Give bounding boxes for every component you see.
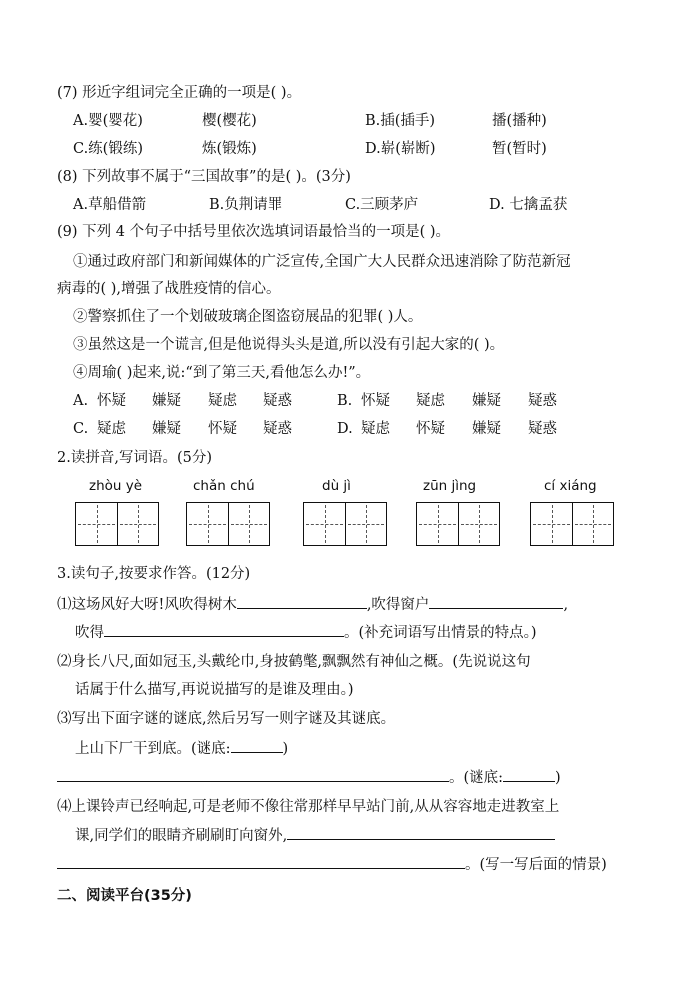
- writing-grid-4[interactable]: [416, 502, 500, 546]
- writing-grid-1[interactable]: [75, 502, 159, 546]
- q7-option-a2: 樱(樱花): [202, 113, 257, 129]
- s3-item-3b-pre: 上山下厂干到底。(谜底:: [75, 741, 231, 757]
- s3-item-1a-end: ,: [563, 597, 569, 613]
- q9-stem: (9) 下列 4 个句子中括号里依次选填词语最恰当的一项是( )。: [57, 224, 451, 240]
- s3-item-3c-close: ): [555, 770, 561, 786]
- q8-option-a: A.草船借箭: [73, 197, 147, 213]
- s3-item-1a-pre: ⑴这场风好大呀!风吹得树木: [57, 597, 237, 613]
- s3-item-4a: ⑷上课铃声已经响起,可是老师不像往常那样早早站门前,从从容容地走进教室上: [57, 799, 560, 815]
- q9-opt-c-word2: 嫌疑: [152, 421, 181, 437]
- answer-blank[interactable]: [287, 825, 555, 840]
- grid-cell[interactable]: [304, 503, 345, 545]
- s3-item-1a: [57, 594, 568, 615]
- pinyin-1: zhòu yè: [89, 478, 143, 494]
- pinyin-3: dù jì: [322, 478, 351, 494]
- q9-opt-d-word1: 疑虑: [361, 421, 390, 437]
- s3-item-1b-end: 。(补充词语写出情景的特点。): [344, 625, 537, 641]
- grid-cell[interactable]: [76, 503, 117, 545]
- q9-sentence-3: ③虽然这是一个谎言,但是他说得头头是道,所以没有引起大家的( )。: [73, 337, 505, 353]
- q9-opt-b-word4: 疑惑: [528, 393, 557, 409]
- grid-cell[interactable]: [117, 503, 158, 545]
- q9-opt-d-word4: 疑惑: [528, 421, 557, 437]
- writing-grid-3[interactable]: [303, 502, 387, 546]
- q9-opt-b-label: B.: [337, 393, 353, 409]
- s3-item-3b-end: ): [282, 741, 289, 757]
- q8-option-c: C.三顾茅庐: [345, 197, 419, 213]
- q9-sentence-4: ④周瑜( )起来,说:“到了第三天,看他怎么办!”。: [73, 365, 371, 381]
- q9-opt-c-label: C.: [73, 421, 89, 437]
- s3-item-2a: ⑵身长八尺,面如冠玉,头戴纶巾,身披鹤氅,飘飘然有神仙之概。(先说说这句: [57, 654, 531, 670]
- q8-option-d: D. 七擒孟获: [489, 197, 568, 213]
- q9-opt-a-word3: 疑虑: [208, 393, 237, 409]
- s3-item-2b: 话属于什么描写,再说说描写的是谁及理由。): [75, 682, 354, 698]
- answer-blank[interactable]: [57, 854, 465, 869]
- grid-cell[interactable]: [458, 503, 499, 545]
- s3-item-1b-pre: 吹得: [75, 625, 104, 641]
- q7-option-b: B.插(插手): [365, 113, 436, 129]
- grid-cell[interactable]: [531, 503, 572, 545]
- answer-blank[interactable]: [57, 767, 449, 782]
- answer-blank[interactable]: [503, 767, 555, 782]
- q8-stem: (8) 下列故事不属于“三国故事”的是( )。(3分): [57, 169, 351, 185]
- s3-item-4b: [75, 825, 555, 846]
- q9-opt-d-label: D.: [337, 421, 353, 437]
- q9-opt-c-word1: 疑虑: [97, 421, 126, 437]
- q9-opt-c-word4: 疑惑: [263, 421, 292, 437]
- q9-opt-b-word3: 嫌疑: [472, 393, 501, 409]
- q7-option-c: C.练(锻练): [73, 141, 144, 157]
- q7-option-d: D.崭(崭断): [365, 141, 436, 157]
- answer-blank[interactable]: [429, 594, 563, 609]
- answer-blank[interactable]: [104, 622, 344, 637]
- s3-item-4c-end: 。(写一写后面的情景): [465, 857, 607, 873]
- pinyin-4: zūn jìng: [423, 478, 477, 494]
- q9-opt-b-word1: 怀疑: [361, 393, 390, 409]
- q9-opt-a-word4: 疑惑: [263, 393, 292, 409]
- s3-item-3c-end: 。(谜底:: [449, 770, 504, 786]
- q9-opt-d-word3: 嫌疑: [472, 421, 501, 437]
- q9-opt-a-label: A.: [73, 393, 89, 409]
- q9-opt-a-word2: 嫌疑: [152, 393, 181, 409]
- q9-opt-b-word2: 疑虑: [416, 393, 445, 409]
- grid-cell[interactable]: [228, 503, 269, 545]
- q8-option-b: B.负荆请罪: [209, 197, 283, 213]
- answer-blank[interactable]: [231, 738, 283, 753]
- q9-sentence-1a: ①通过政府部门和新闻媒体的广泛宣传,全国广大人民群众迅速消除了防范新冠: [73, 254, 571, 270]
- section-2-title: 2.读拼音,写词语。(5分): [57, 450, 212, 466]
- q9-opt-c-word3: 怀疑: [208, 421, 237, 437]
- grid-cell[interactable]: [345, 503, 386, 545]
- s3-item-4b-text: 课,同学们的眼睛齐刷刷盯向窗外,: [75, 828, 288, 844]
- s3-item-3c: [57, 767, 561, 788]
- writing-grid-2[interactable]: [186, 502, 270, 546]
- grid-cell[interactable]: [572, 503, 613, 545]
- s3-item-3a: ⑶写出下面字谜的谜底,然后另写一则字谜及其谜底。: [57, 711, 396, 727]
- q7-option-c2: 炼(锻炼): [202, 141, 257, 157]
- answer-blank[interactable]: [237, 594, 367, 609]
- q9-opt-d-word2: 怀疑: [416, 421, 445, 437]
- s3-item-1a-mid: ,吹得窗户: [366, 597, 430, 613]
- q7-stem: (7) 形近字组词完全正确的一项是( )。: [57, 85, 302, 101]
- q9-sentence-2: ②警察抓住了一个划破玻璃企图盗窃展品的犯罪( )人。: [73, 309, 423, 325]
- s3-item-3b: [75, 738, 288, 759]
- writing-grid-5[interactable]: [530, 502, 614, 546]
- q9-sentence-1b: 病毒的( ),增强了战胜疫情的信心。: [57, 281, 281, 297]
- grid-cell[interactable]: [187, 503, 228, 545]
- part-2-title: 二、阅读平台(35分): [57, 888, 192, 904]
- q7-option-d2: 暂(暂时): [492, 141, 547, 157]
- q7-option-a: A.婴(婴花): [73, 113, 143, 129]
- q9-opt-a-word1: 怀疑: [97, 393, 126, 409]
- pinyin-5: cí xiáng: [544, 478, 597, 494]
- section-3-title: 3.读句子,按要求作答。(12分): [57, 566, 251, 582]
- grid-cell[interactable]: [417, 503, 458, 545]
- s3-item-1b: [75, 622, 537, 643]
- s3-item-4c: [57, 854, 607, 875]
- q7-option-b2: 播(播种): [492, 113, 547, 129]
- pinyin-2: chǎn chú: [193, 478, 255, 494]
